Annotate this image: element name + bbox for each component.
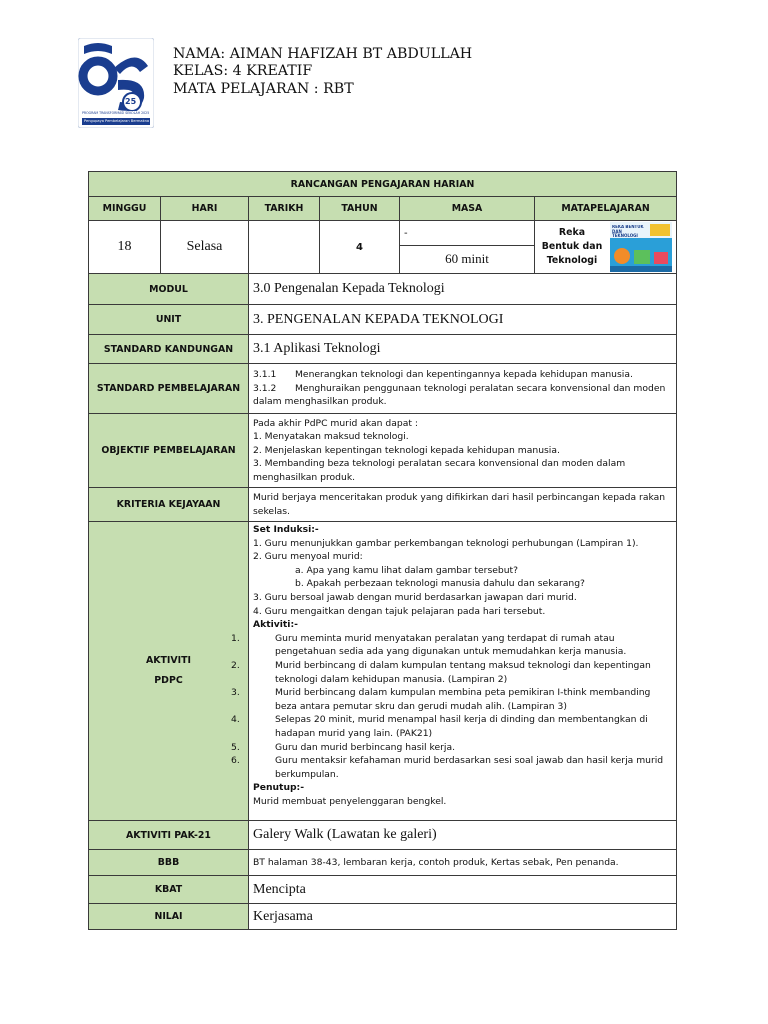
logo-label: PROGRAM TRANSFORMASI SEKOLAH 2025 [82, 111, 150, 115]
student-name: NAMA: AIMAN HAFIZAH BT ABDULLAH [173, 46, 473, 62]
objektif-intro: Pada akhir PdPC murid akan dapat : [253, 417, 418, 429]
nilai-value: Kerjasama [249, 904, 677, 930]
sp-text: Menghuraikan penggunaan teknologi peralatan secara konvensional dan moden dalam menghasilkan produk. [253, 382, 666, 408]
aktiviti-text: Murid berbincang dalam kumpulan membina peta pemikiran I-think membanding beza antara pemutar skru dan gerudi mudah alih. (Lampiran 3) [275, 687, 651, 712]
standard-pembelajaran-row [89, 364, 677, 414]
book-title: REKA BENTUK DAN TEKNOLOGI [612, 225, 644, 239]
table-title: RANCANGAN PENGAJARAN HARIAN [89, 172, 677, 197]
objektif-item: 2. Menjelaskan kepentingan teknologi kepada kehidupan manusia. [253, 444, 560, 456]
penutup-text: Murid membuat penyelenggaran bengkel. [253, 795, 447, 807]
aktiviti-number: 1. [231, 632, 240, 644]
col-hari: HARI [161, 197, 249, 221]
aktiviti-item [231, 686, 672, 713]
bbb-label: BBB [89, 850, 249, 876]
subject-line: MATA PELAJARAN : RBT [173, 80, 354, 97]
standard-kandungan-row [89, 335, 677, 364]
standard-pembelajaran-value [249, 364, 677, 414]
school-logo [78, 38, 154, 128]
header-row [89, 197, 677, 221]
logo-number: 25 [125, 97, 137, 106]
info-row [89, 221, 677, 274]
set-induksi-item: 3. Guru bersoal jawab dengan murid berdasarkan jawapan dari murid. [253, 591, 577, 603]
logo-tagline: Pengupaya Pembelajaran Bermakna [84, 119, 150, 123]
sp-item [253, 368, 672, 382]
hari-value: Selasa [161, 221, 249, 274]
kriteria-row [89, 488, 677, 522]
kbat-value: Mencipta [249, 876, 677, 904]
matapelajaran-line1: Reka [558, 227, 586, 238]
matapelajaran-line3: Teknologi [546, 255, 598, 266]
aktiviti-item [231, 754, 672, 781]
aktiviti-item [231, 632, 672, 659]
matapelajaran-cell [535, 221, 677, 274]
title-row [89, 172, 677, 197]
textbook-cover-image [610, 222, 672, 272]
unit-value: 3. PENGENALAN KEPADA TEKNOLOGI [249, 305, 677, 335]
set-induksi-subitem: a. Apa yang kamu lihat dalam gambar tersebut? [295, 564, 519, 576]
sp-code: 3.1.1 [253, 369, 277, 381]
bbb-row [89, 850, 677, 876]
aktiviti-title: Aktiviti:- [253, 619, 298, 631]
aktiviti-number: 5. [231, 741, 240, 753]
aktiviti-text: Murid berbincang di dalam kumpulan tentang maksud teknologi dan kepentingan teknologi dalam kehidupan manusia. (Lampiran 2) [275, 659, 651, 685]
objektif-item: 3. Membanding beza teknologi peralatan secara konvensional dan moden dalam menghasilkan produk. [253, 458, 626, 483]
matapelajaran-line2: Bentuk dan [541, 241, 603, 252]
col-matapelajaran: MATAPELAJARAN [535, 197, 677, 221]
kriteria-value: Murid berjaya menceritakan produk yang difikirkan dari hasil perbincangan kepada rakan sekelas. [249, 488, 677, 522]
minggu-value: 18 [89, 221, 161, 274]
matapelajaran-value [539, 226, 605, 268]
aktiviti-text: Selepas 20 minit, murid menampal hasil kerja di dinding dan membentangkan di hadapan murid yang lain. (PAK21) [275, 714, 648, 739]
pak21-row [89, 821, 677, 850]
aktiviti-item [231, 659, 672, 686]
objektif-row [89, 414, 677, 488]
aktiviti-number: 4. [231, 714, 240, 726]
aktiviti-text: Guru dan murid berbincang hasil kerja. [275, 741, 456, 753]
tahun-value: 4 [320, 221, 400, 274]
pak21-value: Galery Walk (Lawatan ke galeri) [249, 821, 677, 850]
kbat-label: KBAT [89, 876, 249, 904]
modul-row [89, 274, 677, 305]
sp-item [253, 382, 672, 409]
standard-pembelajaran-label: STANDARD PEMBELAJARAN [89, 364, 249, 414]
aktiviti-number: 3. [231, 687, 240, 699]
set-induksi-subitem: b. Apakah perbezaan teknologi manusia dahulu dan sekarang? [295, 578, 585, 590]
nilai-row [89, 904, 677, 930]
student-class: KELAS: 4 KREATIF [173, 63, 313, 80]
kbat-row [89, 876, 677, 904]
modul-label: MODUL [89, 274, 249, 305]
objektif-item: 1. Menyatakan maksud teknologi. [253, 431, 409, 443]
pak21-label: AKTIVITI PAK-21 [89, 821, 249, 850]
modul-value: 3.0 Pengenalan Kepada Teknologi [249, 274, 677, 305]
standard-kandungan-label: STANDARD KANDUNGAN [89, 335, 249, 364]
aktiviti-label-line1: AKTIVITI [145, 655, 192, 666]
sp-text: Menerangkan teknologi dan kepentingannya kepada kehidupan manusia. [295, 369, 633, 381]
aktiviti-text: Guru mentaksir kefahaman murid berdasarkan sesi soal jawab dan hasil kerja murid berkumpulan. [275, 755, 664, 780]
set-induksi-title: Set Induksi:- [253, 524, 319, 535]
aktiviti-number: 6. [231, 755, 240, 767]
sp-code: 3.1.2 [253, 382, 277, 394]
set-induksi-item: 2. Guru menyoal murid: [253, 551, 363, 563]
objektif-value [249, 414, 677, 488]
lesson-plan-table [88, 171, 677, 930]
unit-row [89, 305, 677, 335]
aktiviti-number: 2. [231, 659, 240, 671]
col-tarikh: TARIKH [249, 197, 320, 221]
set-induksi-item: 1. Guru menunjukkan gambar perkembangan teknologi perhubungan (Lampiran 1). [253, 537, 639, 549]
set-induksi-item: 4. Guru mengaitkan dengan tajuk pelajaran pada hari tersebut. [253, 605, 546, 617]
col-tahun: TAHUN [320, 197, 400, 221]
kriteria-label: KRITERIA KEJAYAAN [89, 488, 249, 522]
aktiviti-label [89, 522, 249, 821]
nilai-label: NILAI [89, 904, 249, 930]
masa-cell [400, 221, 535, 274]
col-masa: MASA [400, 197, 535, 221]
student-info [173, 46, 472, 98]
aktiviti-item [231, 713, 672, 740]
masa-duration: 60 minit [445, 250, 489, 266]
col-minggu: MINGGU [89, 197, 161, 221]
penutup-title: Penutup:- [253, 782, 305, 794]
aktiviti-text: Guru meminta murid menyatakan peralatan yang terdapat di rumah atau pengetahuan sedia ada yang digunakan untuk memudahkan kerja manusia. [275, 632, 627, 658]
aktiviti-item [231, 741, 672, 755]
unit-label: UNIT [89, 305, 249, 335]
masa-time: - [400, 223, 534, 246]
tarikh-value [249, 221, 320, 274]
aktiviti-row [89, 522, 677, 821]
aktiviti-label-line2: PDPC [154, 675, 183, 686]
standard-kandungan-value: 3.1 Aplikasi Teknologi [249, 335, 677, 364]
aktiviti-value [231, 522, 677, 821]
bbb-value: BT halaman 38-43, lembaran kerja, contoh produk, Kertas sebak, Pen penanda. [249, 850, 677, 876]
objektif-label: OBJEKTIF PEMBELAJARAN [89, 414, 249, 488]
